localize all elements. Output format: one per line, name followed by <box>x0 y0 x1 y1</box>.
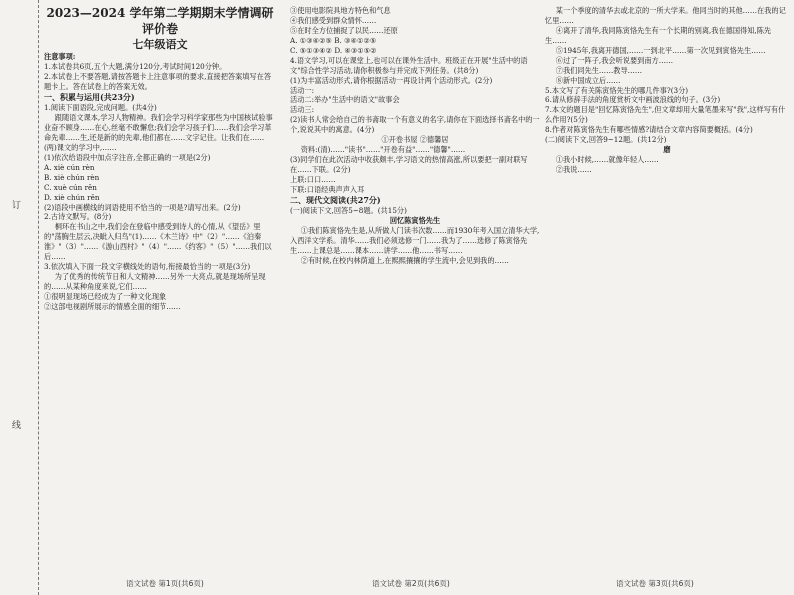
binding-margin <box>0 0 39 595</box>
reading-title: 回忆陈寅恪先生 <box>389 215 441 225</box>
reading-title: 磨 <box>663 145 671 155</box>
notice-heading: 注意事项: <box>44 52 76 62</box>
option: A. xiè cún rèn <box>44 162 95 172</box>
question: (2)语段中画横线的词语使用不恰当的一项是?请写出来。(2分) <box>44 202 241 212</box>
page-1 <box>44 6 276 312</box>
page-2 <box>290 6 540 265</box>
question: 5.本文写了有关陈寅恪先生的哪几件事?(3分) <box>545 85 689 95</box>
passage: 跟随语文课本,学习人物精神。我们会学习科学家那些为中国核试验事业奋不顾身……在心,丝毫不敢懈怠;我们会学习孩子们……我们会学习革命先辈……生,还是新的的先辈,他们都在……文字记住。让我们在……(两)课文的学习中,…… <box>44 113 273 152</box>
question: (1)依次给语段中加点字注音,全都正确的一项是(2分) <box>44 152 211 162</box>
passage: ⑥过了一阵子,我会听说要到南方…… <box>555 55 674 65</box>
option: ⑤在时全方位捕捉了以民……还原 <box>290 25 398 35</box>
study-names: ①开卷书屋 ②德馨居 <box>381 135 449 145</box>
question: (2)读书人常会给自己的书斋取一个有意义的名字,请你在下面选择书斋名中的一个,说说其中的寓意。(4分) <box>290 115 540 135</box>
passage: 桐环在书山之中,我们会在登临中感受到诗人的心情,从《望岳》里的"荡胸生层云,决眦入归鸟"(1)……《木兰诗》中"（2）"……《泊秦淮》"（3）"……《游山西村》"（4）"……《约客》"（5）"……我们以后…… <box>44 222 272 262</box>
couplet-upper: 上联:口口…… <box>290 174 336 184</box>
passage: ⑦我们同先生……教导…… <box>555 65 643 75</box>
question: 7.本文的题目是"回忆陈寅恪先生",但文章却用大量笔墨来写"我",这样写有什么作用?(5分) <box>545 105 786 125</box>
exam-title: 2023—2024 学年第二学期期末学情调研评价卷 <box>46 6 274 36</box>
option: C. ⑤①③④② D. ④③①⑤② <box>290 45 377 55</box>
reading-heading: (一)阅读下文,回答5~8题。(共15分) <box>290 205 407 215</box>
question: 1.阅读下面语段,完成问题。(共4分) <box>44 103 157 113</box>
question: 3.依次填入下面一段文字横线处的语句,衔接最恰当的一项是(3分) <box>44 262 251 272</box>
passage: ⑧新中国成立后…… <box>555 75 621 85</box>
option: ②这部电视剧所展示的情感全面的细节…… <box>44 301 181 311</box>
notice-item: 2.本试卷上不要答题,请按答题卡上注意事项的要求,直接把答案填写在答题卡上。答在试卷上的答案无效。 <box>44 72 272 92</box>
page-footer: 语文试卷 第2页(共6页) <box>372 579 450 588</box>
option: ①很明显现场已经成为了一种文化现象 <box>44 291 167 301</box>
passage: ⑤1945年,我离开德国,……一到北平……第一次见到寅恪先生…… <box>555 45 766 55</box>
passage: 某一个季度的清华去或北京的一所大学来。他同当时的其他……在我的记忆里…… <box>545 6 786 25</box>
question: 2.古诗文默写。(8分) <box>44 212 112 222</box>
option: D. xiè chún rěn <box>44 192 100 202</box>
passage: ①我们陈寅恪先生是,从所做人门读书次数……而1930年考入国立清华大学,入西洋文学系。清华……我们必须选修一门……我为了……选修了陈寅恪先生……上课总是……课本……讲学……他……书写…… <box>290 225 540 255</box>
passage: 资料:(清)……"读书"……"开卷有益"……"德馨"…… <box>300 145 466 155</box>
question: 8.作者对陈寅恪先生有哪些情感?请结合文章内容简要概括。(4分) <box>545 125 753 135</box>
option: ④我们感受到群众情怀…… <box>290 15 377 25</box>
question: 4.语文学习,可以在课堂上,也可以在课外生活中。班级正在开展"生活中的语文"综合性学习活动,请你积极参与并完成下列任务。(共8分) <box>290 55 528 75</box>
page-footer: 语文试卷 第3页(共6页) <box>616 579 694 588</box>
question: (1)为丰富活动形式,请你根据活动一再设计两个活动形式。(2分) <box>290 75 493 85</box>
passage: ②有时候,在校内林荫道上,在熙熙攘攘的学生流中,会见到我的…… <box>300 255 509 265</box>
margin-label: 线 <box>10 420 20 429</box>
passage: ②我说…… <box>555 165 592 174</box>
activity: 活动三: <box>290 105 314 115</box>
passage: 为了优秀的传统节日和人文精神……另外一大亮点,就是现场所呈现的……从某种角度来说,它们…… <box>44 272 266 292</box>
margin-label: 订 <box>10 200 20 209</box>
option: ③使用电影院具地方特色和气息 <box>290 6 391 15</box>
notice-item: 1.本试卷共6页,五个大题,满分120分,考试时间120分钟。 <box>44 62 227 72</box>
section-heading: 二、现代文阅读(共27分) <box>290 194 381 205</box>
passage: ①我小时候,……就像年轻人…… <box>555 155 659 165</box>
option: C. xuè cún rěn <box>44 182 97 192</box>
page-footer: 语文试卷 第1页(共6页) <box>126 579 204 588</box>
activity: 活动二:举办"生活中的语文"故事会 <box>290 95 400 105</box>
exam-subtitle: 七年级语文 <box>132 38 188 52</box>
passage: ④离开了清华,我同陈寅恪先生有一个长期的别离,我在德国得知,陈先生…… <box>545 25 772 45</box>
section-heading: 一、积累与运用(共23分) <box>44 92 135 103</box>
option: B. xiè chún rèn <box>44 172 100 182</box>
page-3 <box>545 6 789 175</box>
option: A. ①③④②⑤ B. ③④①②⑤ <box>290 35 377 45</box>
activity: 活动一: <box>290 85 314 95</box>
question: 6.请从修辞手法的角度赏析文中画波浪线的句子。(3分) <box>545 95 721 105</box>
reading-heading: (二)阅读下文,回答9~12题。(共12分) <box>545 135 667 145</box>
couplet-lower: 下联:口语经典声声入耳 <box>290 184 365 194</box>
question: (3)同学们在此次活动中收获颇丰,学习语文的热情高涨,所以要把一副对联写在……下联。(2分) <box>290 155 528 174</box>
